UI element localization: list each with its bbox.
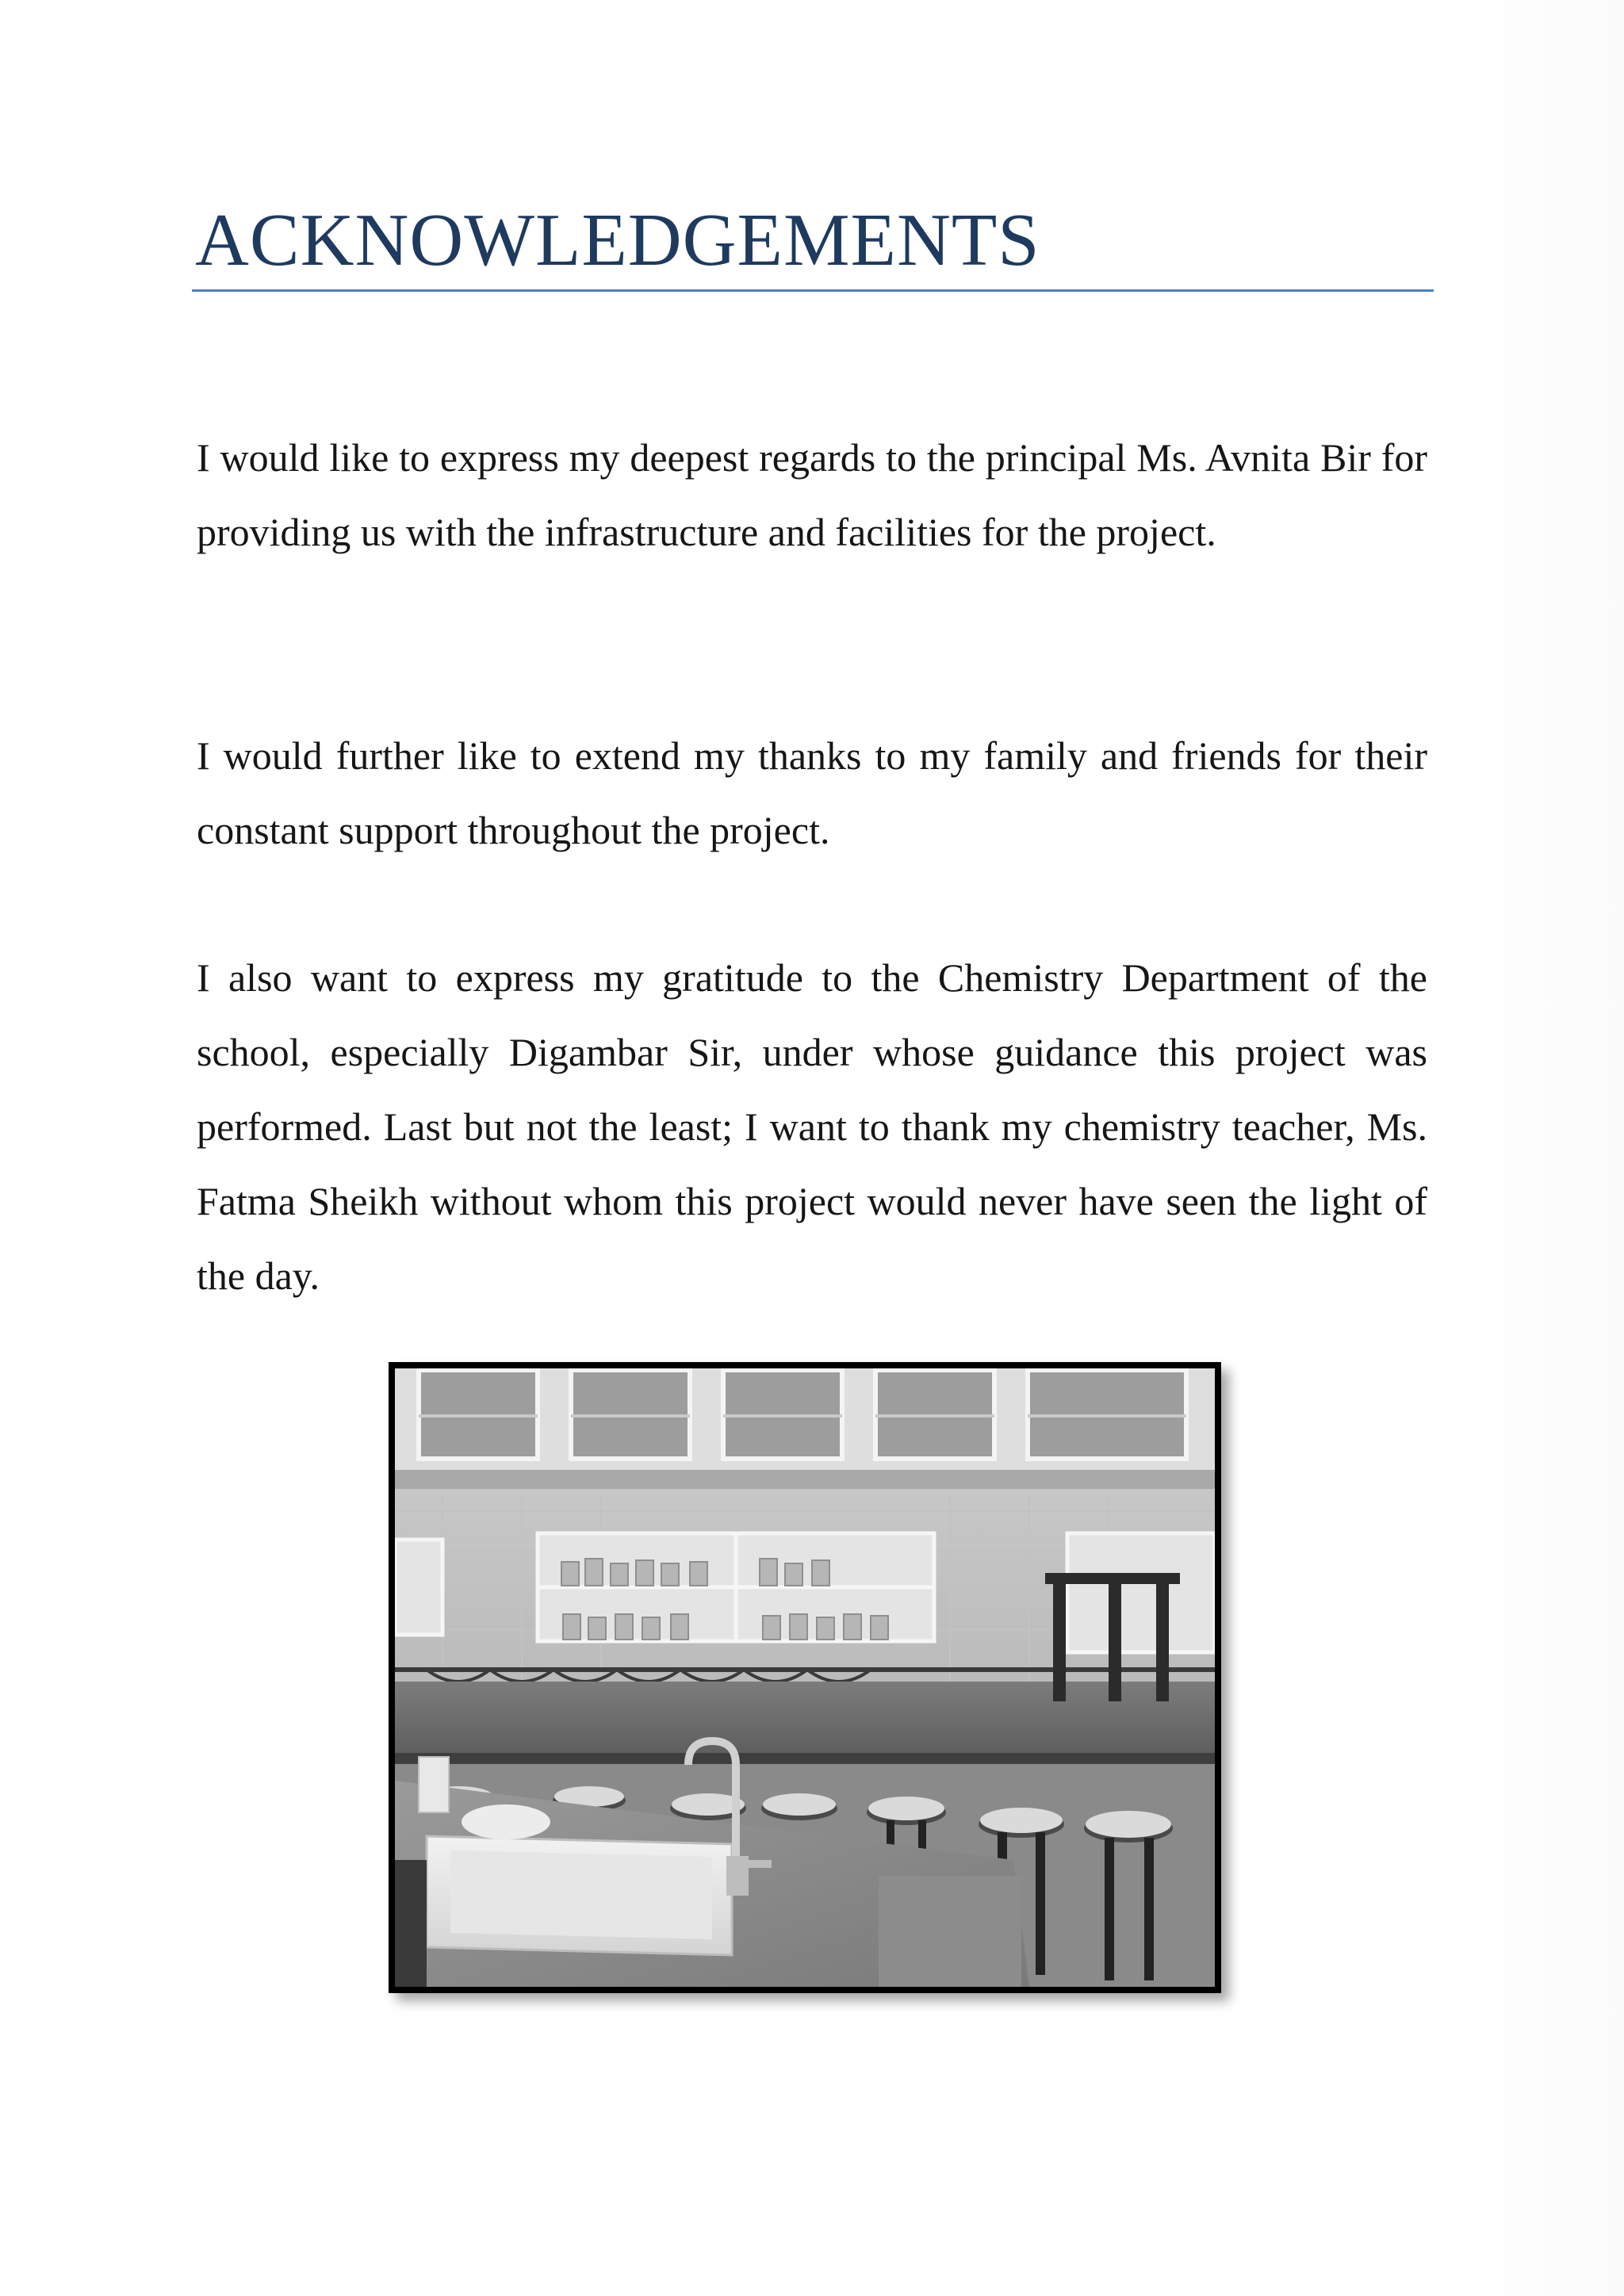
upper-cabinets (395, 1368, 1215, 1489)
back-counter (395, 1682, 1215, 1753)
lab-photo-illustration (395, 1368, 1215, 1987)
chemistry-lab-photo (389, 1362, 1221, 1993)
sink (427, 1836, 732, 1955)
title-underline (192, 289, 1434, 292)
stacked-stools (1045, 1573, 1180, 1701)
paragraph-department-thanks: I also want to express my gratitude to the Chemistry Department of the school, especially Digambar Sir, under whose guidance this project was performed. Last but not the least; I want to thank my chemistry teacher, Ms. Fatma Sheikh without whom this project would never have seen the light of the day. (197, 955, 1427, 1298)
page-edge-shade (1435, 0, 1624, 2296)
cloth (462, 1804, 550, 1839)
page-title: ACKNOWLEDGEMENTS (195, 199, 1040, 281)
paragraph-family-thanks: I would further like to extend my thanks to my family and friends for their constant support throughout the project. (197, 733, 1427, 852)
paragraph-principal-thanks: I would like to express my deepest regards to the principal Ms. Avnita Bir for providing us with the infrastructure and facilities for the project. (197, 435, 1427, 554)
wash-bottle (419, 1757, 449, 1812)
